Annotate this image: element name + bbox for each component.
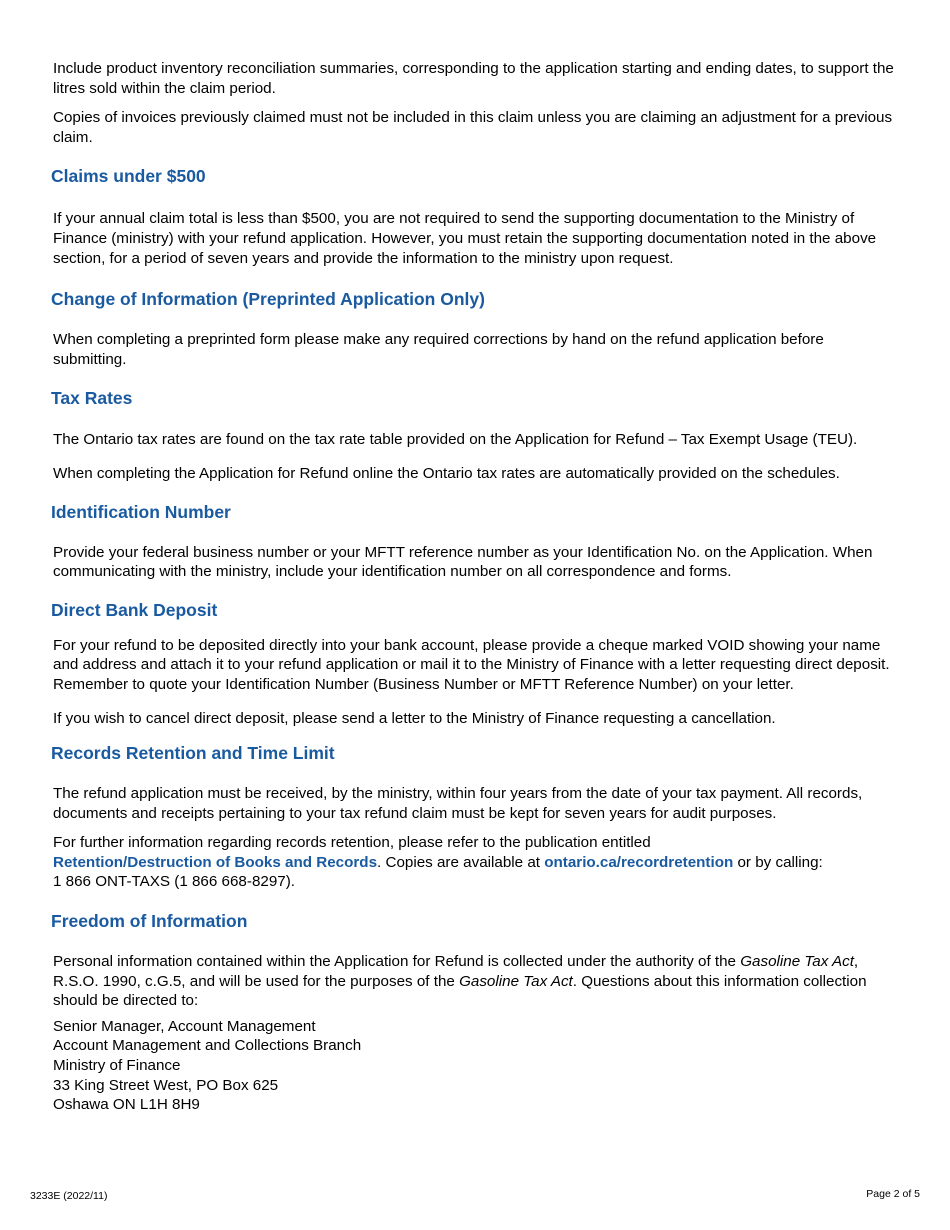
foi-text-c: . Questions about this information collection should be directed to:	[53, 972, 867, 1010]
records-paragraph-2	[53, 833, 898, 892]
tax-rates-paragraph-2: When completing the Application for Refund online the Ontario tax rates are automatically provided on the schedules.	[53, 464, 840, 482]
records-text-b: . Copies are available at	[377, 853, 545, 871]
direct-deposit-paragraph-2: If you wish to cancel direct deposit, please send a letter to the Ministry of Finance requesting a cancellation.	[53, 709, 776, 727]
foi-paragraph	[53, 952, 898, 1011]
records-text-a: For further information regarding records retention, please refer to the publication entitled	[53, 834, 651, 852]
change-info-paragraph: When completing a preprinted form please make any required corrections by hand on the refund application before submitting.	[53, 331, 824, 368]
foi-act-name-1: Gasoline Tax Act	[740, 953, 854, 971]
claims-under-paragraph: If your annual claim total is less than $500, you are not required to send the supporting documentation to the Ministry of Finance (ministry) with your refund application. However, you must retain the supporting documentation noted in the above section, for a period of seven years and provide the information to the ministry upon request.	[53, 210, 877, 267]
foi-text-a: Personal information contained within the Application for Refund is collected under the authority of the	[53, 953, 741, 971]
identification-heading: Identification Number	[51, 501, 231, 522]
foi-act-name-2: Gasoline Tax Act	[459, 972, 573, 990]
form-id: 3233E (2022/11)	[30, 1190, 108, 1202]
address-line: Ministry of Finance	[53, 1057, 181, 1075]
address-line: 33 King Street West, PO Box 625	[53, 1076, 279, 1094]
address-line: Oshawa ON L1H 8H9	[53, 1096, 200, 1114]
foi-heading: Freedom of Information	[51, 911, 248, 932]
records-heading: Records Retention and Time Limit	[51, 743, 335, 764]
tax-rates-heading: Tax Rates	[51, 388, 133, 409]
foi-text-b: , R.S.O. 1990, c.G.5, and will be used for the purposes of the	[53, 953, 859, 990]
address-line: Senior Manager, Account Management	[53, 1017, 316, 1035]
address-line: Account Management and Collections Branch	[53, 1037, 362, 1055]
recordretention-url-link[interactable]: ontario.ca/recordretention	[544, 853, 734, 871]
foi-address	[53, 1017, 898, 1115]
records-paragraph-1: The refund application must be received, by the ministry, within four years from the date of your tax payment. All records, documents and receipts pertaining to your tax refund claim must be kept for seven years for audit purposes.	[53, 785, 863, 822]
intro-paragraph-1: Include product inventory reconciliation summaries, corresponding to the application starting and ending dates, to support the litres sold within the claim period.	[53, 60, 894, 97]
change-info-heading: Change of Information (Preprinted Application Only)	[51, 289, 485, 310]
tax-rates-paragraph-1: The Ontario tax rates are found on the tax rate table provided on the Application for Refund – Tax Exempt Usage (TEU).	[53, 431, 858, 449]
retention-publication-link[interactable]: Retention/Destruction of Books and Records	[53, 853, 378, 871]
page-content	[53, 59, 898, 1115]
records-text-c: or by calling:	[733, 853, 823, 871]
page-number: Page 2 of 5	[866, 1188, 920, 1200]
records-phone: 1 866 ONT-TAXS (1 866 668-8297).	[53, 873, 296, 891]
claims-under-heading: Claims under $500	[51, 166, 206, 187]
identification-paragraph: Provide your federal business number or your MFTT reference number as your Identification No. on the Application. When communicating with the ministry, include your identification number on all correspondence and forms.	[53, 543, 873, 581]
direct-deposit-heading: Direct Bank Deposit	[51, 599, 218, 620]
intro-paragraph-2: Copies of invoices previously claimed must not be included in this claim unless you are claiming an adjustment for a previous claim.	[53, 109, 893, 146]
direct-deposit-paragraph-1: For your refund to be deposited directly into your bank account, please provide a cheque marked VOID showing your name and address and attach it to your refund application or mail it to the Ministry of Finance with a letter requesting direct deposit. Remember to quote your Identification Number (Business Number or MFTT Reference Number) on your letter.	[53, 636, 890, 693]
